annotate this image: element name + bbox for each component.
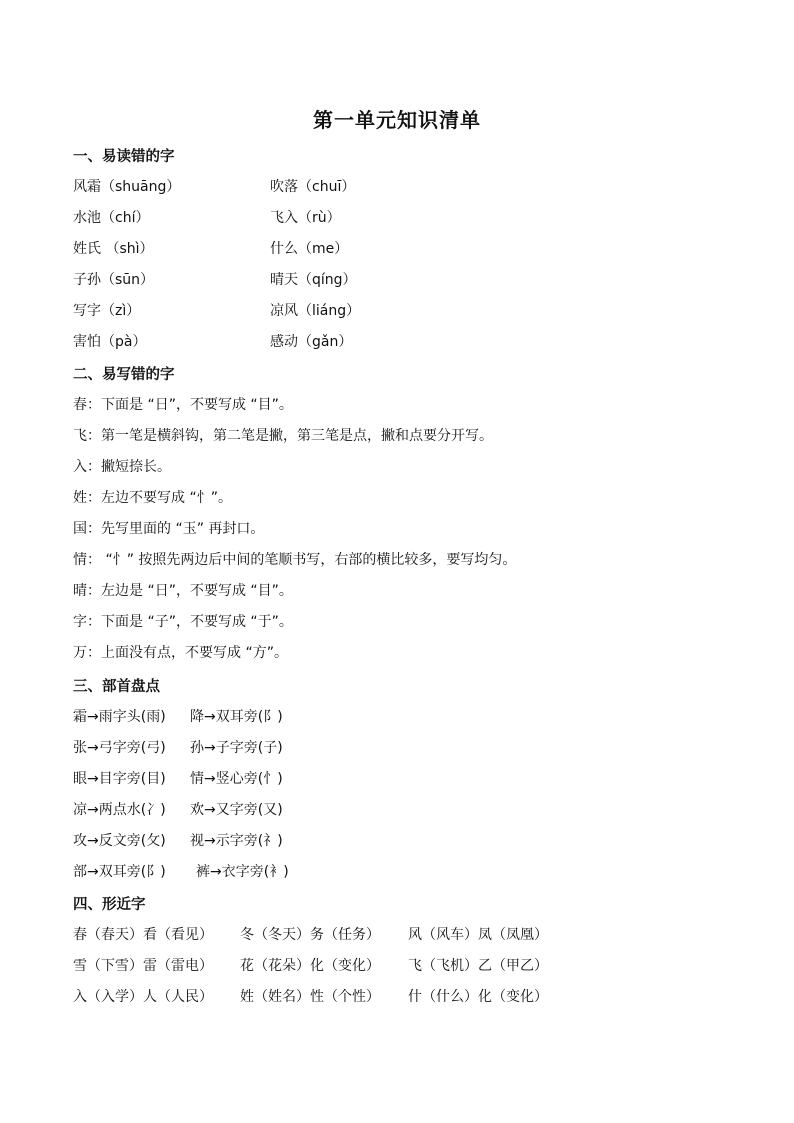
radical-item: 部→双耳旁(阝) <box>73 864 166 880</box>
reading-item: 感动（gǎn） <box>270 334 353 350</box>
radical-item: 视→示字旁(礻) <box>190 833 283 849</box>
reading-item: 姓氏 （shì） <box>73 241 154 257</box>
radical-item: 裤→衣字旁(衤) <box>196 864 289 880</box>
writing-item: 春：下面是 “日”，不要写成 “目”。 <box>73 397 293 413</box>
section-heading-similar: 四、形近字 <box>73 897 146 913</box>
page-title: 第一单元知识清单 <box>313 108 481 132</box>
radical-item: 张→弓字旁(弓) <box>73 740 166 756</box>
reading-item: 害怕（pà） <box>73 334 147 350</box>
writing-item: 晴：左边是 “日”，不要写成 “目”。 <box>73 583 293 599</box>
radical-item: 眼→目字旁(目) <box>73 771 166 787</box>
similar-item: 什（什么）化（变化） <box>408 989 548 1005</box>
reading-item: 写字（zì） <box>73 303 141 319</box>
similar-item: 冬（冬天）务（任务） <box>240 927 380 943</box>
reading-item: 吹落（chuī） <box>270 179 356 195</box>
writing-item: 字：下面是 “子”，不要写成 “于”。 <box>73 614 293 630</box>
similar-item: 春（春天）看（看见） <box>73 927 213 943</box>
radical-item: 攻→反文旁(攵) <box>73 833 166 849</box>
similar-item: 花（花朵）化（变化） <box>240 958 380 974</box>
reading-item: 风霜（shuāng） <box>73 179 181 195</box>
reading-item: 飞入（rù） <box>270 210 341 226</box>
section-heading-readings: 一、易读错的字 <box>73 149 175 165</box>
reading-item: 子孙（sūn） <box>73 272 155 288</box>
reading-item: 晴天（qíng） <box>270 272 357 288</box>
similar-item: 姓（姓名）性（个性） <box>240 989 380 1005</box>
similar-item: 雪（下雪）雷（雷电） <box>73 958 213 974</box>
section-heading-writing: 二、易写错的字 <box>73 367 175 383</box>
writing-item: 飞：第一笔是横斜钩，第二笔是撇，第三笔是点，撇和点要分开写。 <box>73 428 493 444</box>
radical-item: 孙→子字旁(子) <box>190 740 283 756</box>
writing-item: 入：撇短捺长。 <box>73 459 171 475</box>
radical-item: 欢→又字旁(又) <box>190 802 283 818</box>
similar-item: 风（风车）凤（凤凰） <box>408 927 548 943</box>
radical-item: 情→竖心旁(忄) <box>190 771 283 787</box>
writing-item: 姓：左边不要写成 “忄”。 <box>73 490 232 506</box>
reading-item: 水池（chí） <box>73 210 150 226</box>
writing-item: 情： “忄” 按照先两边后中间的笔顺书写，右部的横比较多，要写均匀。 <box>73 552 517 568</box>
similar-item: 飞（飞机）乙（甲乙） <box>408 958 548 974</box>
writing-item: 国：先写里面的 “玉” 再封口。 <box>73 521 265 537</box>
similar-item: 入（入学）人（人民） <box>73 989 213 1005</box>
radical-item: 凉→两点水(冫) <box>73 802 166 818</box>
radical-item: 霜→雨字头(雨) <box>73 709 166 725</box>
section-heading-radicals: 三、部首盘点 <box>73 679 160 695</box>
writing-item: 万：上面没有点，不要写成 “方”。 <box>73 645 288 661</box>
reading-item: 什么（me） <box>270 241 349 257</box>
reading-item: 凉风（liáng） <box>270 303 361 319</box>
radical-item: 降→双耳旁(阝) <box>190 709 283 725</box>
